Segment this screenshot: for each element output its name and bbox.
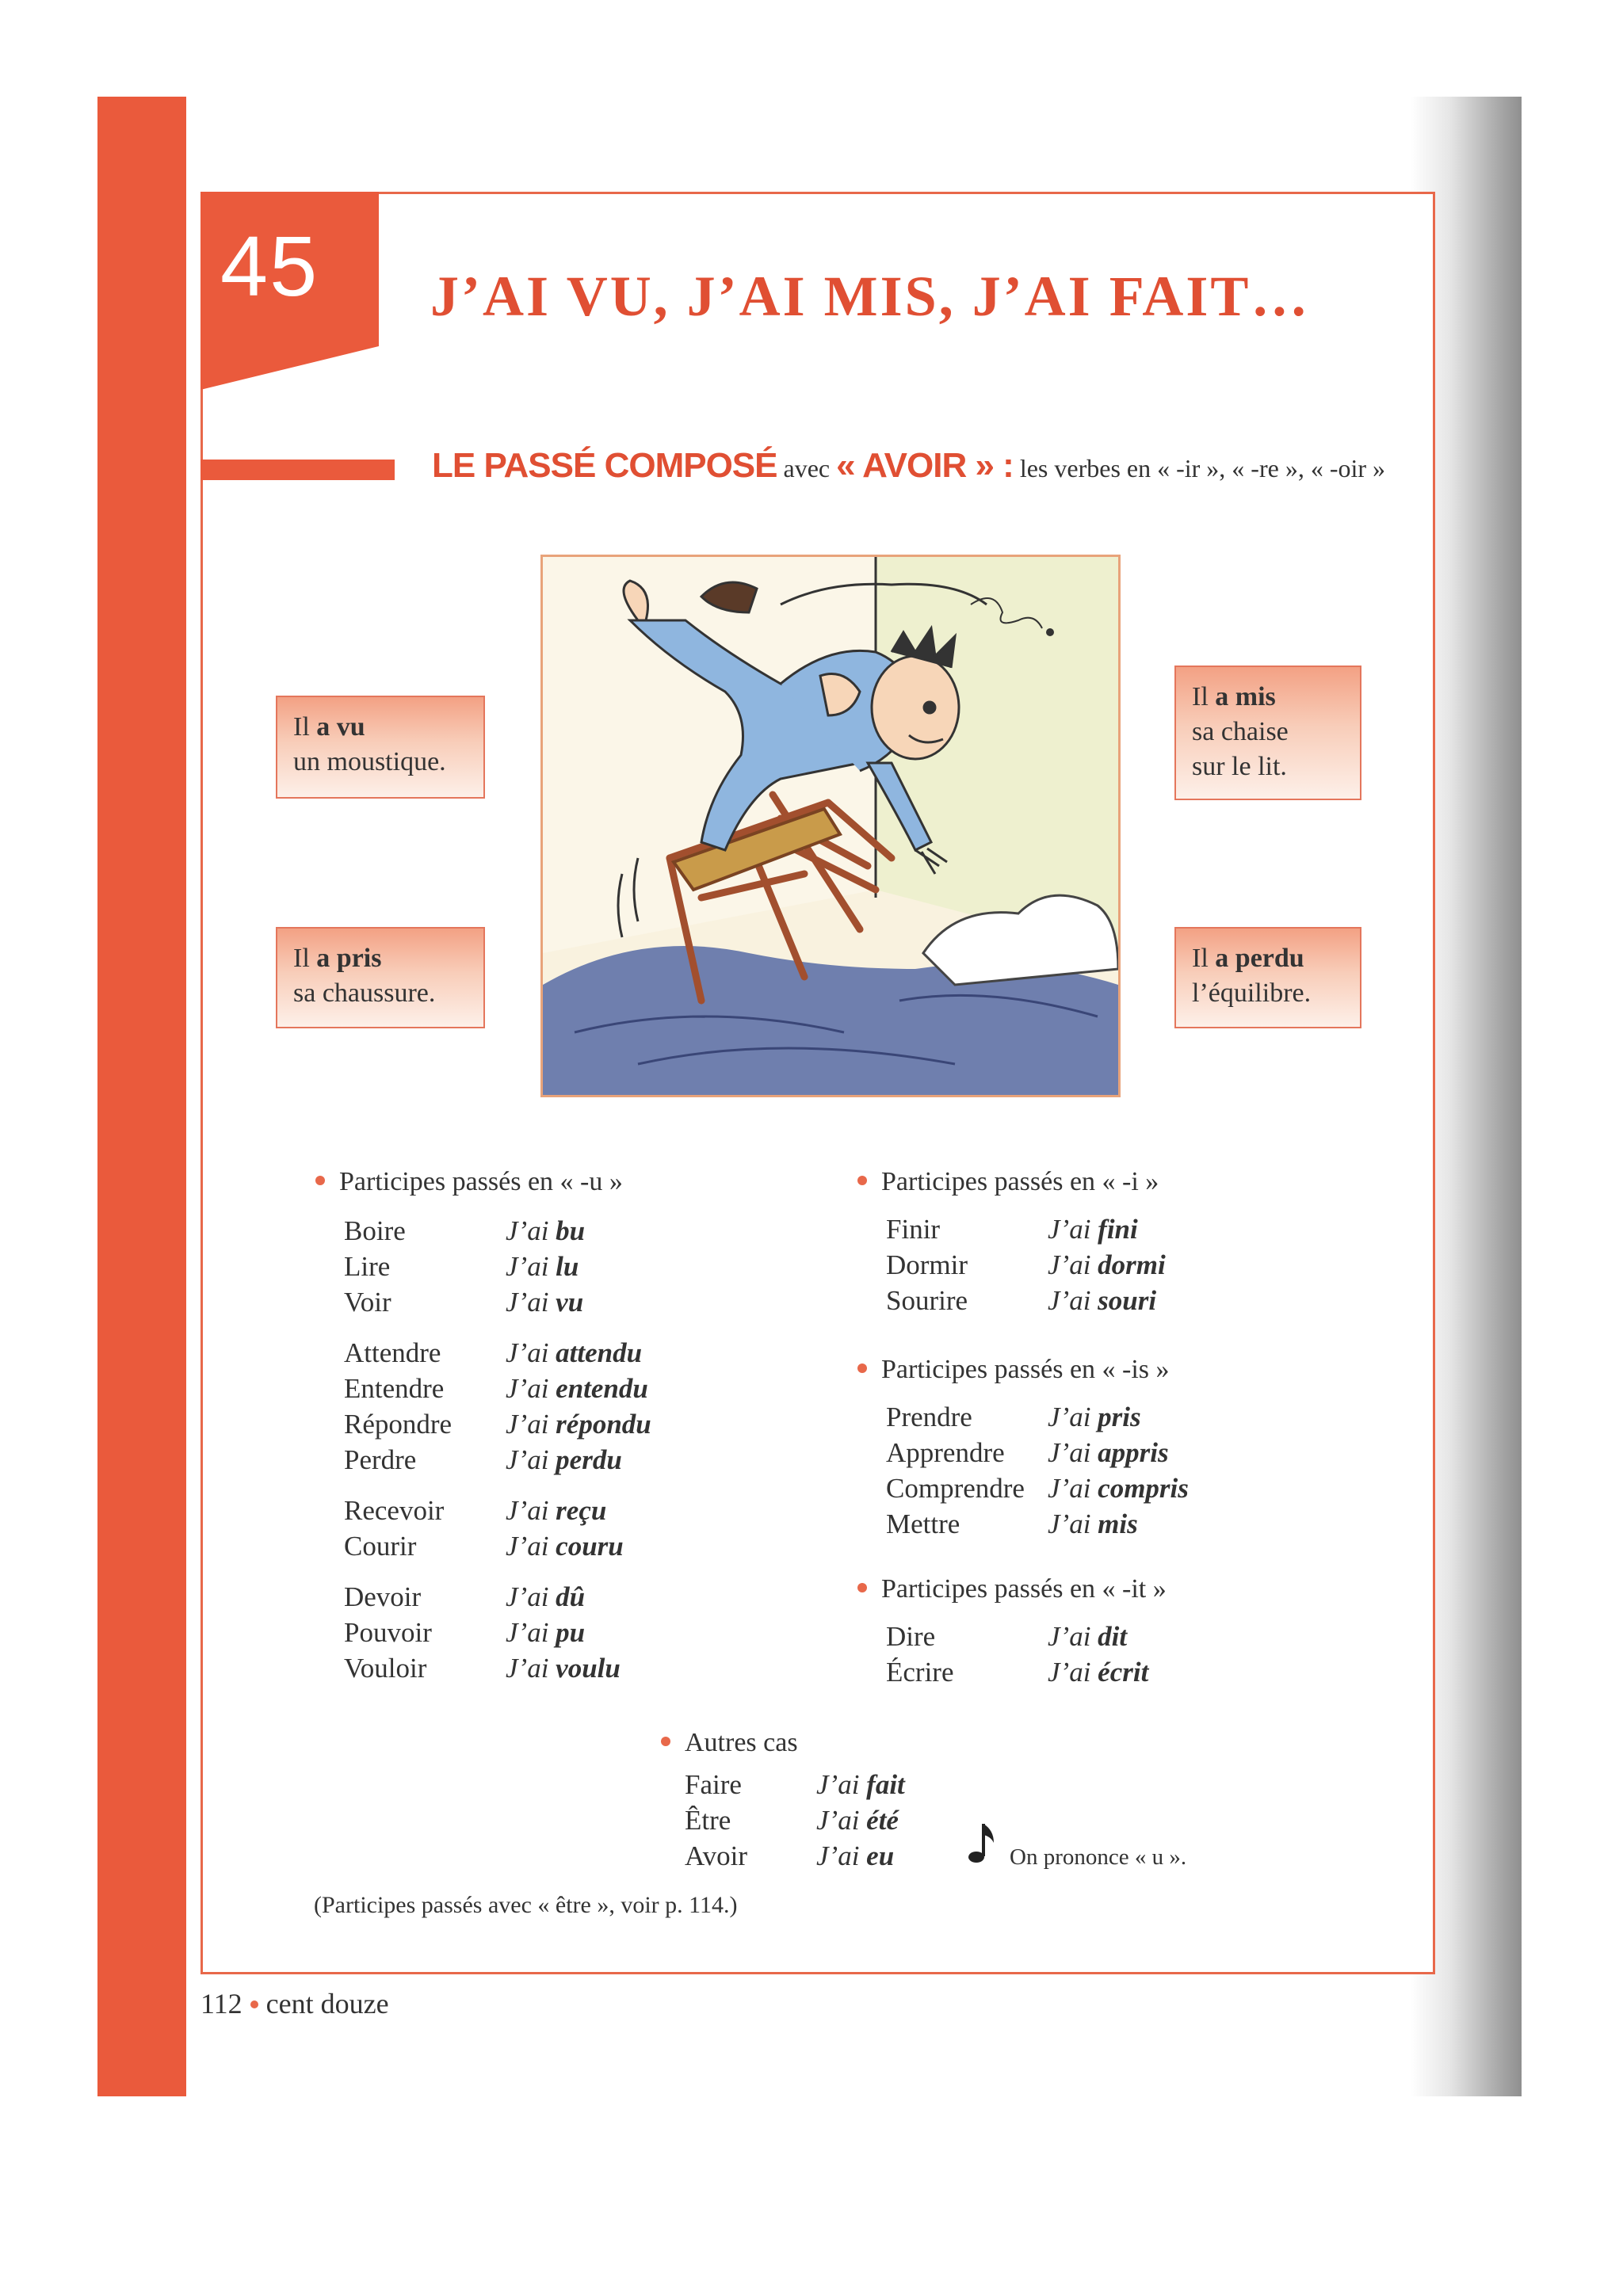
verb-list-is [886, 1399, 1227, 1542]
chapter-number: 45 [220, 218, 319, 314]
verb-infinitive: Attendre [344, 1337, 441, 1368]
past-participle: fini [1098, 1214, 1138, 1245]
caption-vu-object: un moustique. [293, 747, 446, 776]
auxiliary-jai: J’ai [506, 1409, 556, 1440]
verb-row [886, 1211, 1227, 1247]
verb-row [886, 1399, 1227, 1435]
past-participle: dit [1098, 1621, 1128, 1652]
caption-perdu-pronoun: Il [1192, 944, 1216, 973]
verb-passe-compose [1048, 1619, 1127, 1654]
caption-vu-pronoun: Il [293, 712, 317, 742]
past-participle: eu [866, 1840, 895, 1871]
verb-row [886, 1283, 1227, 1318]
caption-il-a-pris [276, 927, 485, 1028]
page-number-words: cent douze [265, 1988, 389, 2019]
verb-infinitive: Apprendre [886, 1437, 1005, 1468]
past-participle: compris [1098, 1473, 1189, 1504]
caption-pris-object: sa chaussure. [293, 978, 436, 1008]
caption-pris-verb: a pris [316, 944, 382, 973]
verb-row [685, 1838, 946, 1874]
verb-infinitive: Comprendre [886, 1473, 1025, 1504]
verb-row [685, 1802, 946, 1838]
auxiliary-jai: J’ai [506, 1495, 556, 1526]
verb-passe-compose [1048, 1211, 1138, 1247]
verb-passe-compose [1048, 1470, 1189, 1506]
verb-row [344, 1442, 685, 1478]
page-footer [200, 1987, 389, 2020]
verb-passe-compose [506, 1493, 606, 1528]
section-heading-avoir: « AVOIR » : [836, 446, 1014, 485]
verb-row [886, 1247, 1227, 1283]
verb-row [685, 1767, 946, 1802]
section-rule [200, 460, 395, 480]
verb-infinitive: Voir [344, 1287, 391, 1318]
caption-pris-pronoun: Il [293, 944, 317, 973]
verb-infinitive: Courir [344, 1531, 417, 1562]
verb-infinitive: Vouloir [344, 1653, 427, 1684]
past-participle: été [866, 1805, 899, 1836]
group-heading-autres-text: Autres cas [685, 1728, 798, 1757]
group-heading-i [857, 1166, 1159, 1198]
caption-il-a-mis [1174, 666, 1361, 800]
block-gap [344, 1320, 685, 1335]
past-participle: souri [1098, 1285, 1157, 1316]
verb-passe-compose [1048, 1654, 1148, 1690]
group-heading-is-text: Participes passés en « -is » [881, 1355, 1170, 1384]
past-participle: écrit [1098, 1657, 1149, 1688]
past-participle: dû [556, 1581, 586, 1612]
verb-infinitive: Finir [886, 1214, 941, 1245]
verb-passe-compose [506, 1249, 579, 1284]
verb-passe-compose [816, 1767, 905, 1802]
auxiliary-jai: J’ai [816, 1840, 867, 1871]
auxiliary-jai: J’ai [1048, 1473, 1098, 1504]
past-participle: vu [556, 1287, 584, 1318]
verb-passe-compose [1048, 1506, 1138, 1542]
auxiliary-jai: J’ai [506, 1337, 556, 1368]
bullet-icon [857, 1176, 867, 1185]
verb-infinitive: Mettre [886, 1508, 960, 1539]
past-participle: attendu [556, 1337, 643, 1368]
past-participle: pris [1098, 1402, 1141, 1432]
verb-row [344, 1528, 685, 1564]
verb-infinitive: Dire [886, 1621, 936, 1652]
auxiliary-jai: J’ai [816, 1769, 867, 1800]
auxiliary-jai: J’ai [816, 1805, 867, 1836]
verb-passe-compose [816, 1802, 899, 1838]
verb-list-i [886, 1211, 1227, 1318]
page-number: 112 [200, 1988, 242, 2019]
verb-infinitive: Faire [685, 1769, 742, 1800]
verb-row [344, 1213, 685, 1249]
caption-perdu-object: l’équilibre. [1192, 978, 1312, 1008]
verb-infinitive: Devoir [344, 1581, 422, 1612]
past-participle: entendu [556, 1373, 648, 1404]
past-participle: fait [866, 1769, 905, 1800]
verb-passe-compose [1048, 1399, 1141, 1435]
verb-row [344, 1493, 685, 1528]
illustration-man-falling-from-chair [540, 555, 1121, 1097]
auxiliary-jai: J’ai [506, 1444, 556, 1475]
verb-infinitive: Avoir [685, 1840, 748, 1871]
past-participle: appris [1098, 1437, 1169, 1468]
verb-infinitive: Entendre [344, 1373, 445, 1404]
verb-passe-compose [506, 1284, 583, 1320]
verb-row [344, 1615, 685, 1650]
group-heading-it [857, 1573, 1167, 1605]
verb-infinitive: Être [685, 1805, 731, 1836]
auxiliary-jai: J’ai [506, 1287, 556, 1318]
auxiliary-jai: J’ai [1048, 1402, 1098, 1432]
caption-mis-verb: a mis [1215, 682, 1276, 711]
past-participle: voulu [556, 1653, 621, 1684]
verb-infinitive: Écrire [886, 1657, 954, 1688]
past-participle: dormi [1098, 1249, 1166, 1280]
verb-row [344, 1579, 685, 1615]
group-heading-it-text: Participes passés en « -it » [881, 1574, 1167, 1604]
auxiliary-jai: J’ai [1048, 1437, 1098, 1468]
verb-passe-compose [1048, 1283, 1156, 1318]
verb-list-u [344, 1213, 685, 1686]
past-participle: perdu [556, 1444, 622, 1475]
auxiliary-jai: J’ai [1048, 1657, 1098, 1688]
past-participle: couru [556, 1531, 624, 1562]
bullet-icon [250, 2000, 258, 2008]
section-heading-avec: avec [777, 454, 837, 482]
group-heading-autres [661, 1727, 798, 1759]
caption-il-a-perdu [1174, 927, 1361, 1028]
verb-passe-compose [506, 1213, 585, 1249]
verb-list-autres [685, 1767, 946, 1874]
verb-passe-compose [506, 1442, 622, 1478]
verb-row [886, 1506, 1227, 1542]
verb-row [886, 1470, 1227, 1506]
verb-infinitive: Répondre [344, 1409, 453, 1440]
auxiliary-jai: J’ai [506, 1251, 556, 1282]
verb-passe-compose [506, 1528, 624, 1564]
verb-infinitive: Boire [344, 1215, 406, 1246]
bullet-icon [857, 1583, 867, 1592]
past-participle: pu [556, 1617, 586, 1648]
auxiliary-jai: J’ai [1048, 1508, 1098, 1539]
auxiliary-jai: J’ai [506, 1653, 556, 1684]
verb-passe-compose [1048, 1435, 1169, 1470]
verb-row [344, 1249, 685, 1284]
auxiliary-jai: J’ai [506, 1617, 556, 1648]
block-gap [344, 1478, 685, 1493]
auxiliary-jai: J’ai [1048, 1285, 1098, 1316]
verb-passe-compose [816, 1838, 894, 1874]
verb-infinitive: Pouvoir [344, 1617, 432, 1648]
auxiliary-jai: J’ai [506, 1581, 556, 1612]
group-heading-u-text: Participes passés en « -u » [339, 1167, 623, 1196]
group-heading-i-text: Participes passés en « -i » [881, 1167, 1159, 1196]
past-participle: reçu [556, 1495, 607, 1526]
verb-row [886, 1619, 1227, 1654]
section-heading [432, 448, 1385, 483]
auxiliary-jai: J’ai [506, 1531, 556, 1562]
auxiliary-jai: J’ai [506, 1215, 556, 1246]
cartoon-illustration [543, 557, 1118, 1095]
verb-row [344, 1650, 685, 1686]
verb-row [344, 1406, 685, 1442]
verb-row [344, 1284, 685, 1320]
verb-passe-compose [506, 1406, 651, 1442]
verb-infinitive: Lire [344, 1251, 391, 1282]
group-heading-u [315, 1166, 623, 1198]
side-color-bar [97, 97, 186, 2096]
bullet-icon [315, 1176, 325, 1185]
verb-passe-compose [506, 1615, 585, 1650]
verb-list-it [886, 1619, 1227, 1690]
verb-passe-compose [506, 1650, 621, 1686]
verb-infinitive: Prendre [886, 1402, 972, 1432]
caption-mis-object: sa chaise [1192, 717, 1289, 746]
bullet-icon [661, 1737, 670, 1746]
chapter-title: J’AI VU, J’AI MIS, J’AI FAIT… [430, 265, 1311, 328]
past-participle: lu [556, 1251, 579, 1282]
auxiliary-jai: J’ai [1048, 1249, 1098, 1280]
bullet-icon [857, 1363, 867, 1373]
verb-passe-compose [506, 1371, 648, 1406]
verb-row [344, 1335, 685, 1371]
verb-infinitive: Recevoir [344, 1495, 445, 1526]
caption-il-a-vu [276, 696, 485, 799]
caption-perdu-verb: a perdu [1215, 944, 1304, 973]
pronunciation-note: On prononce « u ». [1010, 1844, 1187, 1870]
auxiliary-jai: J’ai [1048, 1621, 1098, 1652]
caption-mis-pronoun: Il [1192, 682, 1216, 711]
verb-row [886, 1435, 1227, 1470]
group-heading-is [857, 1354, 1170, 1386]
verb-infinitive: Sourire [886, 1285, 968, 1316]
etre-reference-note: (Participes passés avec « être », voir p. 114.) [314, 1892, 738, 1918]
past-participle: mis [1098, 1508, 1138, 1539]
verb-passe-compose [506, 1579, 585, 1615]
verb-passe-compose [506, 1335, 642, 1371]
verb-row [886, 1654, 1227, 1690]
verb-infinitive: Perdre [344, 1444, 417, 1475]
verb-row [344, 1371, 685, 1406]
verb-passe-compose [1048, 1247, 1166, 1283]
block-gap [344, 1564, 685, 1579]
auxiliary-jai: J’ai [506, 1373, 556, 1404]
section-heading-main: LE PASSÉ COMPOSÉ [432, 446, 777, 485]
music-note-icon [967, 1819, 1000, 1871]
past-participle: répondu [556, 1409, 651, 1440]
caption-vu-verb: a vu [316, 712, 365, 742]
auxiliary-jai: J’ai [1048, 1214, 1098, 1245]
verb-infinitive: Dormir [886, 1249, 968, 1280]
section-heading-verbs: les verbes en « -ir », « -re », « -oir » [1013, 454, 1386, 482]
caption-mis-place: sur le lit. [1192, 752, 1287, 781]
past-participle: bu [556, 1215, 586, 1246]
